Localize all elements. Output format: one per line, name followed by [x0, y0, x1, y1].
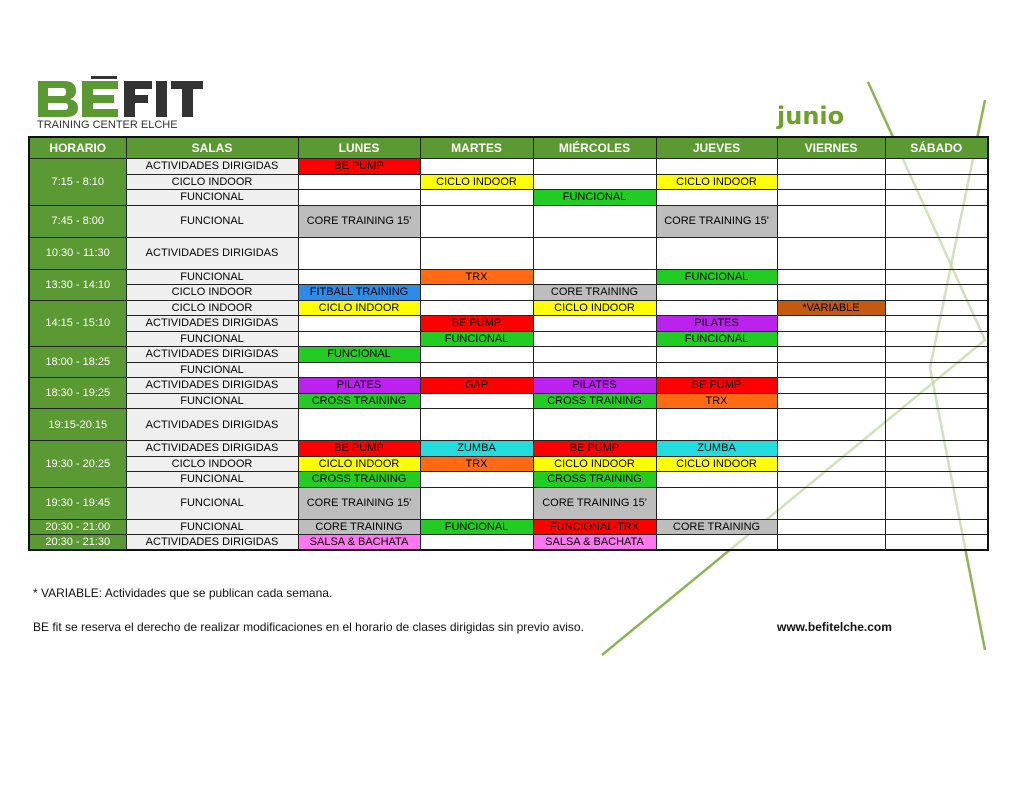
empty-slot: [777, 237, 885, 269]
schedule-body: [29, 159, 988, 551]
time-slot: 19:15-20:15: [29, 409, 126, 441]
schedule-row: [29, 190, 988, 206]
room-name: ACTIVIDADES DIRIGIDAS: [126, 378, 298, 394]
room-name: CICLO INDOOR: [126, 456, 298, 472]
schedule-row: [29, 441, 988, 457]
class-entry: FUNCIONAL: [420, 519, 533, 535]
time-slot: 7:45 - 8:00: [29, 205, 126, 237]
empty-slot: [533, 205, 656, 237]
empty-slot: [656, 159, 777, 175]
class-entry: PILATES: [533, 378, 656, 394]
empty-slot: [533, 347, 656, 363]
empty-slot: [420, 190, 533, 206]
empty-slot: [298, 237, 420, 269]
class-entry: TRX: [420, 456, 533, 472]
empty-slot: [885, 285, 988, 301]
class-entry: BE PUMP: [298, 441, 420, 457]
empty-slot: [533, 159, 656, 175]
schedule-row: [29, 316, 988, 332]
schedule-row: [29, 285, 988, 301]
class-entry: PILATES: [656, 316, 777, 332]
room-name: ACTIVIDADES DIRIGIDAS: [126, 441, 298, 457]
column-header: JUEVES: [656, 137, 777, 159]
empty-slot: [885, 456, 988, 472]
empty-slot: [885, 378, 988, 394]
class-entry: PILATES: [298, 378, 420, 394]
class-entry: CROSS TRAINING: [298, 472, 420, 488]
column-header: HORARIO: [29, 137, 126, 159]
class-entry: BE PUMP: [533, 441, 656, 457]
empty-slot: [420, 535, 533, 551]
empty-slot: [533, 316, 656, 332]
empty-slot: [533, 269, 656, 285]
time-slot: 10:30 - 11:30: [29, 237, 126, 269]
class-entry: FUNCIONAL-TRX: [533, 519, 656, 535]
class-entry: CICLO INDOOR: [656, 456, 777, 472]
empty-slot: [298, 190, 420, 206]
schedule-row: [29, 159, 988, 175]
schedule-row: [29, 535, 988, 551]
class-entry: CICLO INDOOR: [298, 300, 420, 316]
empty-slot: [777, 269, 885, 285]
month-label: junio: [777, 102, 845, 130]
empty-slot: [656, 487, 777, 519]
room-name: FUNCIONAL: [126, 519, 298, 535]
room-name: ACTIVIDADES DIRIGIDAS: [126, 535, 298, 551]
empty-slot: [777, 535, 885, 551]
class-entry: CICLO INDOOR: [420, 174, 533, 190]
schedule-row: [29, 519, 988, 535]
empty-slot: [885, 409, 988, 441]
empty-slot: [533, 174, 656, 190]
column-header: SALAS: [126, 137, 298, 159]
schedule-row: [29, 362, 988, 378]
empty-slot: [420, 393, 533, 409]
class-entry: CROSS TRAINING: [533, 472, 656, 488]
time-slot: 19:30 - 20:25: [29, 441, 126, 488]
empty-slot: [885, 362, 988, 378]
empty-slot: [777, 316, 885, 332]
schedule-row: [29, 174, 988, 190]
disclaimer-text: BE fit se reserva el derecho de realizar modificaciones en el horario de clases dirigidas sin previo aviso.: [33, 620, 584, 634]
empty-slot: [885, 347, 988, 363]
empty-slot: [656, 472, 777, 488]
empty-slot: [656, 285, 777, 301]
empty-slot: [656, 362, 777, 378]
schedule-row: [29, 269, 988, 285]
empty-slot: [885, 174, 988, 190]
schedule-row: [29, 487, 988, 519]
empty-slot: [656, 347, 777, 363]
schedule-row: [29, 347, 988, 363]
empty-slot: [885, 300, 988, 316]
variable-note: * VARIABLE: Actividades que se publican cada semana.: [33, 586, 333, 600]
class-entry: CORE TRAINING: [656, 519, 777, 535]
befit-logo: [36, 76, 206, 135]
time-slot: 18:00 - 18:25: [29, 347, 126, 378]
empty-slot: [777, 519, 885, 535]
website-link[interactable]: www.befitelche.com: [777, 620, 892, 634]
class-entry: ZUMBA: [656, 441, 777, 457]
empty-slot: [777, 472, 885, 488]
room-name: ACTIVIDADES DIRIGIDAS: [126, 159, 298, 175]
class-entry: SALSA & BACHATA: [533, 535, 656, 551]
time-slot: 14:15 - 15:10: [29, 300, 126, 347]
schedule-table: [28, 136, 989, 551]
time-slot: 19:30 - 19:45: [29, 487, 126, 519]
empty-slot: [885, 331, 988, 347]
class-entry: FUNCIONAL: [420, 331, 533, 347]
column-header: MARTES: [420, 137, 533, 159]
class-entry: CICLO INDOOR: [533, 456, 656, 472]
empty-slot: [777, 378, 885, 394]
schedule-row: [29, 378, 988, 394]
empty-slot: [885, 190, 988, 206]
empty-slot: [885, 237, 988, 269]
class-entry: TRX: [656, 393, 777, 409]
empty-slot: [533, 331, 656, 347]
empty-slot: [533, 409, 656, 441]
class-entry: TRX: [420, 269, 533, 285]
room-name: FUNCIONAL: [126, 190, 298, 206]
empty-slot: [885, 519, 988, 535]
column-header: SÁBADO: [885, 137, 988, 159]
empty-slot: [885, 472, 988, 488]
class-entry: CICLO INDOOR: [298, 456, 420, 472]
room-name: CICLO INDOOR: [126, 174, 298, 190]
class-entry: FUNCIONAL: [656, 331, 777, 347]
schedule-row: [29, 456, 988, 472]
empty-slot: [420, 409, 533, 441]
schedule-row: [29, 472, 988, 488]
empty-slot: [885, 269, 988, 285]
empty-slot: [777, 347, 885, 363]
room-name: FUNCIONAL: [126, 205, 298, 237]
class-entry: *VARIABLE: [777, 300, 885, 316]
room-name: CICLO INDOOR: [126, 300, 298, 316]
empty-slot: [777, 205, 885, 237]
column-header: MIÉRCOLES: [533, 137, 656, 159]
empty-slot: [656, 535, 777, 551]
class-entry: CROSS TRAINING: [533, 393, 656, 409]
empty-slot: [777, 285, 885, 301]
empty-slot: [420, 347, 533, 363]
empty-slot: [298, 362, 420, 378]
time-slot: 20:30 - 21:30: [29, 535, 126, 551]
class-entry: CROSS TRAINING: [298, 393, 420, 409]
class-entry: BE PUMP: [298, 159, 420, 175]
room-name: FUNCIONAL: [126, 487, 298, 519]
schedule-header-row: [29, 137, 988, 159]
class-entry: CORE TRAINING 15': [298, 205, 420, 237]
class-entry: CORE TRAINING 15': [656, 205, 777, 237]
empty-slot: [298, 331, 420, 347]
empty-slot: [656, 409, 777, 441]
class-entry: BE PUMP: [656, 378, 777, 394]
empty-slot: [656, 237, 777, 269]
class-entry: CORE TRAINING: [298, 519, 420, 535]
empty-slot: [777, 409, 885, 441]
room-name: FUNCIONAL: [126, 393, 298, 409]
class-entry: SALSA & BACHATA: [298, 535, 420, 551]
empty-slot: [777, 393, 885, 409]
empty-slot: [298, 409, 420, 441]
time-slot: 18:30 - 19:25: [29, 378, 126, 409]
empty-slot: [420, 487, 533, 519]
room-name: ACTIVIDADES DIRIGIDAS: [126, 347, 298, 363]
class-entry: CORE TRAINING: [533, 285, 656, 301]
empty-slot: [777, 441, 885, 457]
empty-slot: [777, 331, 885, 347]
room-name: ACTIVIDADES DIRIGIDAS: [126, 316, 298, 332]
empty-slot: [420, 205, 533, 237]
room-name: FUNCIONAL: [126, 331, 298, 347]
logo-tagline: TRAINING CENTER ELCHE: [37, 119, 178, 130]
class-entry: CORE TRAINING 15': [533, 487, 656, 519]
room-name: FUNCIONAL: [126, 472, 298, 488]
empty-slot: [298, 174, 420, 190]
class-entry: FUNCIONAL: [298, 347, 420, 363]
class-entry: FITBALL TRAINING: [298, 285, 420, 301]
empty-slot: [777, 174, 885, 190]
class-entry: CICLO INDOOR: [533, 300, 656, 316]
class-entry: GAP: [420, 378, 533, 394]
empty-slot: [777, 362, 885, 378]
class-entry: CICLO INDOOR: [656, 174, 777, 190]
empty-slot: [885, 159, 988, 175]
schedule-row: [29, 237, 988, 269]
empty-slot: [420, 472, 533, 488]
empty-slot: [533, 362, 656, 378]
class-entry: FUNCIONAL: [656, 269, 777, 285]
empty-slot: [533, 237, 656, 269]
empty-slot: [420, 159, 533, 175]
time-slot: 20:30 - 21:00: [29, 519, 126, 535]
empty-slot: [885, 316, 988, 332]
empty-slot: [420, 285, 533, 301]
empty-slot: [420, 237, 533, 269]
empty-slot: [777, 159, 885, 175]
time-slot: 7:15 - 8:10: [29, 159, 126, 206]
time-slot: 13:30 - 14:10: [29, 269, 126, 300]
class-entry: FUNCIONAL: [533, 190, 656, 206]
class-entry: CORE TRAINING 15': [298, 487, 420, 519]
room-name: CICLO INDOOR: [126, 285, 298, 301]
logo-mark: [36, 76, 206, 130]
empty-slot: [298, 316, 420, 332]
empty-slot: [420, 362, 533, 378]
schedule-row: [29, 205, 988, 237]
class-entry: ZUMBA: [420, 441, 533, 457]
room-name: FUNCIONAL: [126, 269, 298, 285]
empty-slot: [656, 190, 777, 206]
empty-slot: [656, 300, 777, 316]
empty-slot: [885, 535, 988, 551]
schedule-row: [29, 300, 988, 316]
empty-slot: [885, 487, 988, 519]
schedule-row: [29, 393, 988, 409]
empty-slot: [777, 456, 885, 472]
empty-slot: [885, 393, 988, 409]
schedule-row: [29, 409, 988, 441]
class-entry: BE PUMP: [420, 316, 533, 332]
room-name: ACTIVIDADES DIRIGIDAS: [126, 409, 298, 441]
empty-slot: [885, 441, 988, 457]
column-header: LUNES: [298, 137, 420, 159]
room-name: ACTIVIDADES DIRIGIDAS: [126, 237, 298, 269]
column-header: VIERNES: [777, 137, 885, 159]
empty-slot: [420, 300, 533, 316]
empty-slot: [885, 205, 988, 237]
empty-slot: [298, 269, 420, 285]
empty-slot: [777, 190, 885, 206]
room-name: FUNCIONAL: [126, 362, 298, 378]
schedule-row: [29, 331, 988, 347]
empty-slot: [777, 487, 885, 519]
